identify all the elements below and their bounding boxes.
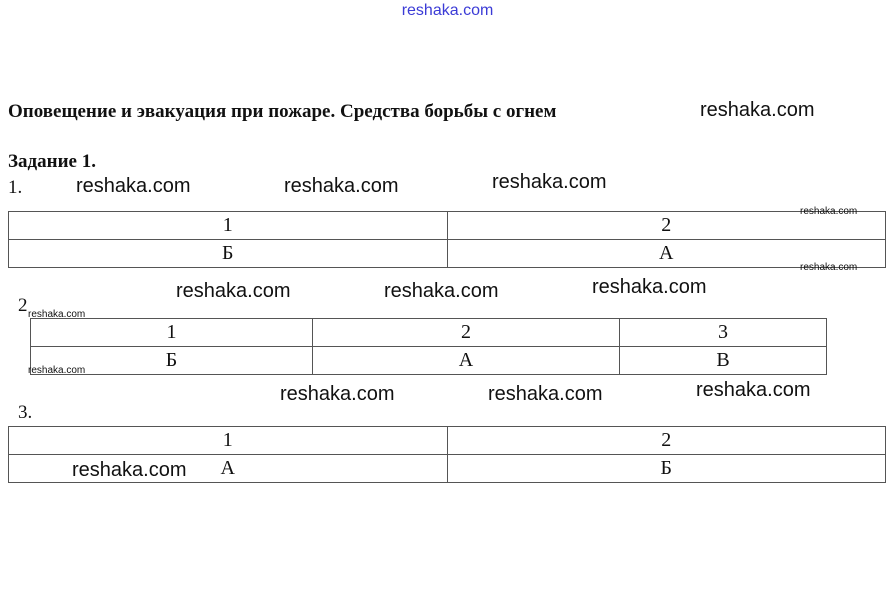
watermark: reshaka.com	[696, 379, 811, 401]
table-row	[9, 212, 886, 240]
answer-table-1	[8, 211, 886, 268]
table-answer-cell: Б	[9, 240, 448, 268]
table-row	[9, 427, 886, 455]
table-answer-cell: А	[447, 240, 886, 268]
table-header-cell: 1	[9, 212, 448, 240]
watermark: reshaka.com	[28, 309, 86, 320]
table-answer-cell: В	[620, 347, 827, 375]
table-header-cell: 1	[31, 319, 313, 347]
table-header-cell: 1	[9, 427, 448, 455]
answer-table-2	[30, 318, 827, 375]
table-answer-cell: Б	[447, 455, 886, 483]
watermark: reshaka.com	[700, 99, 815, 121]
table-row	[31, 347, 827, 375]
page-title: Оповещение и эвакуация при пожаре. Средства борьбы с огнем	[8, 101, 557, 122]
watermark: reshaka.com	[176, 280, 291, 302]
watermark: reshaka.com	[492, 171, 607, 193]
watermark: reshaka.com	[592, 276, 707, 298]
item-2-number: 2	[18, 295, 28, 316]
table-answer-cell: Б	[31, 347, 313, 375]
item-3-number: 3.	[18, 402, 33, 423]
watermark: reshaka.com	[76, 175, 191, 197]
table-answer-cell: А	[313, 347, 620, 375]
watermark: reshaka.com	[28, 365, 86, 376]
watermark: reshaka.com	[800, 262, 858, 273]
task-title: Задание 1.	[8, 151, 96, 172]
table-header-cell: 2	[313, 319, 620, 347]
table-header-cell: 3	[620, 319, 827, 347]
watermark: reshaka.com	[384, 280, 499, 302]
watermark: reshaka.com	[280, 383, 395, 405]
site-link[interactable]: reshaka.com	[401, 2, 494, 19]
table-answer-cell: А	[9, 455, 448, 483]
table-row	[9, 240, 886, 268]
watermark: reshaka.com	[488, 383, 603, 405]
watermark: reshaka.com	[284, 175, 399, 197]
watermark: reshaka.com	[72, 459, 187, 481]
table-header-cell: 2	[447, 212, 886, 240]
table-header-cell: 2	[447, 427, 886, 455]
watermark: reshaka.com	[800, 206, 858, 217]
item-1-number: 1.	[8, 177, 23, 198]
table-row	[31, 319, 827, 347]
